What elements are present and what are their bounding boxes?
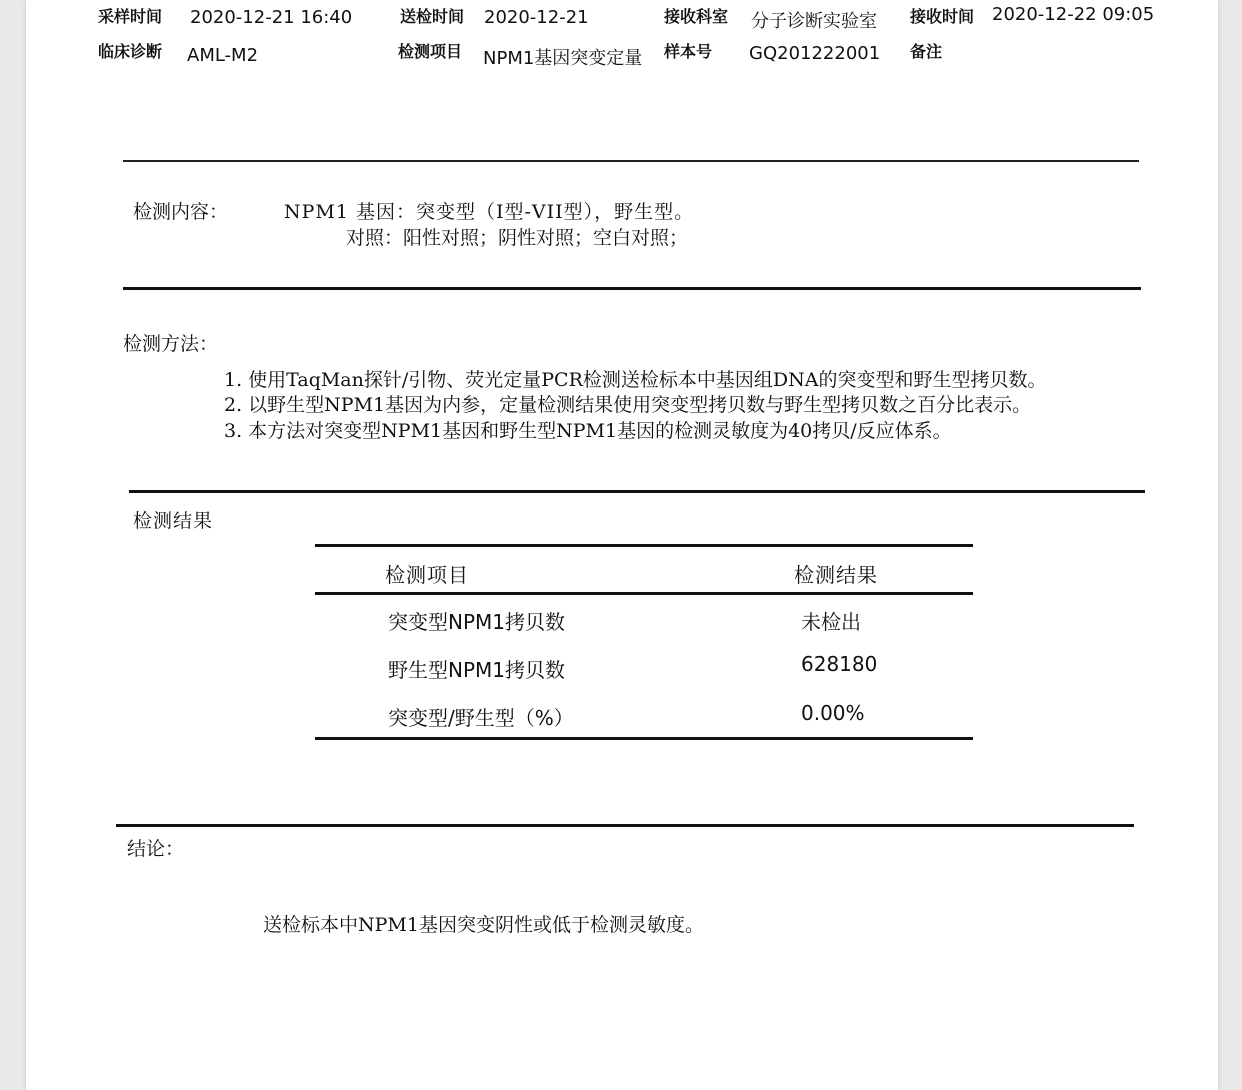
submit-time-value: 2020-12-21 [484,7,589,28]
diagnosis-label: 临床诊断 [98,42,163,61]
conclusion-label: 结论： [127,838,185,860]
receive-time-value: 2020-12-22 09:05 [992,4,1155,25]
row-result: 0.00% [801,701,865,725]
results-label: 检测结果 [133,510,214,532]
content-line-2: 对照：阳性对照；阴性对照；空白对照； [346,227,689,249]
method-item: 1. 使用TaqMan探针/引物、荧光定量PCR检测送检标本中基因组DNA的突变型和野生型拷贝数。 [224,369,1047,391]
sample-no-value: GQ201222001 [749,43,881,64]
test-item-label: 检测项目 [398,42,463,61]
sampling-time-label: 采样时间 [98,7,163,26]
receiving-dept-value: 分子诊断实验室 [751,11,877,32]
sample-no-label: 样本号 [664,42,713,61]
receive-time-label: 接收时间 [910,7,975,26]
divider-top [123,160,1139,162]
row-item: 突变型/野生型（%） [388,706,574,730]
method-label: 检测方法： [123,333,219,355]
conclusion-text: 送检标本中NPM1基因突变阴性或低于检测灵敏度。 [263,914,704,936]
table-header-rule [315,592,973,595]
divider-content [123,287,1141,290]
method-item: 2. 以野生型NPM1基因为内参，定量检测结果使用突变型拷贝数与野生型拷贝数之百分比表示。 [224,394,1032,416]
table-bottom-rule [315,737,973,740]
table-header-result: 检测结果 [794,563,878,587]
row-result: 628180 [801,652,878,676]
table-header-item: 检测项目 [385,563,469,587]
sampling-time-value: 2020-12-21 16:40 [190,7,353,28]
submit-time-label: 送检时间 [400,7,465,26]
content-line-1: NPM1 基因：突变型（I型-VII型），野生型。 [284,201,695,223]
method-item: 3. 本方法对突变型NPM1基因和野生型NPM1基因的检测灵敏度为40拷贝/反应体系。 [224,420,952,442]
table-top-rule [315,544,973,547]
row-item: 野生型NPM1拷贝数 [388,658,566,682]
content-label: 检测内容： [133,201,229,223]
row-item: 突变型NPM1拷贝数 [388,610,566,634]
diagnosis-value: AML-M2 [187,45,259,66]
test-item-value: NPM1基因突变定量 [483,48,643,69]
divider-method [129,490,1145,493]
report-page [26,0,1218,1090]
receiving-dept-label: 接收科室 [664,7,729,26]
remarks-label: 备注 [910,42,943,61]
row-result: 未检出 [801,610,861,634]
divider-results [116,824,1134,827]
